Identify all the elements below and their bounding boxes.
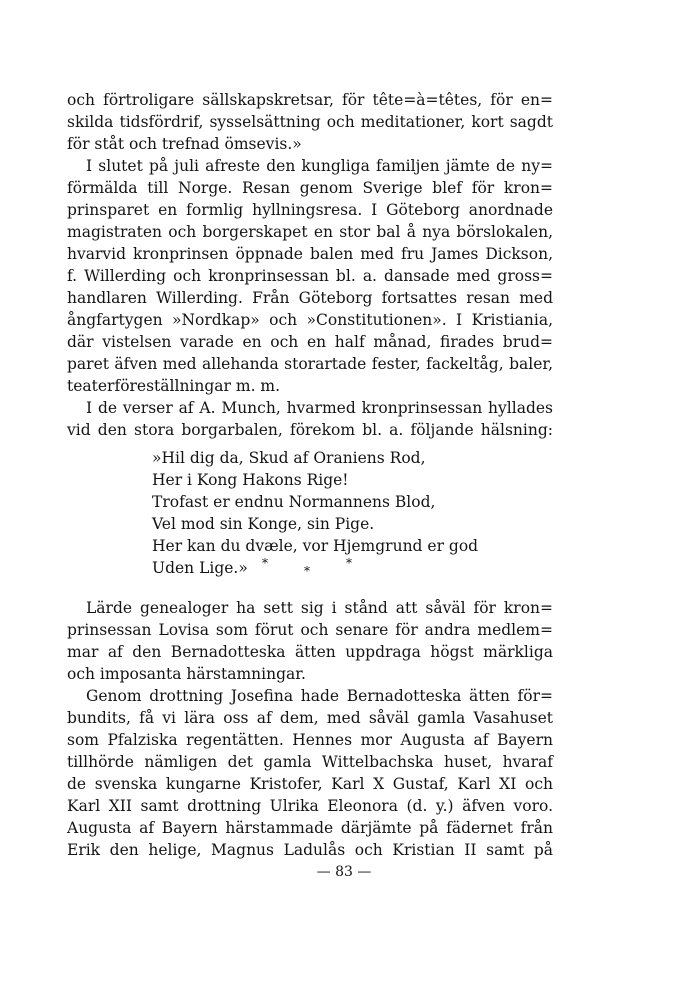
text-line: Erik den helige, Magnus Ladulås och Kristian II samt på bbox=[67, 841, 553, 859]
text-line: de svenska kungarne Kristofer, Karl X Gustaf, Karl XI och bbox=[67, 775, 553, 793]
text-line: Augusta af Bayern härstammade därjämte på fädernet från bbox=[67, 819, 553, 837]
text-line: mar af den Bernadotteska ätten uppdraga högst märkliga bbox=[67, 643, 553, 661]
text-line: prinsparet en formlig hyllningsresa. I Göteborg anordnade bbox=[67, 201, 553, 219]
text-line: I de verser af A. Munch, hvarmed kronprinsessan hyllades bbox=[86, 399, 553, 417]
poem-line: Her kan du dvæle, vor Hjemgrund er god bbox=[152, 537, 479, 555]
poem-line: Uden Lige.» bbox=[152, 559, 248, 577]
text-line: för ståt och trefnad ömsevis.» bbox=[67, 135, 302, 153]
text-line: paret äfven med allehanda storartade fester, fackeltåg, baler, bbox=[67, 355, 553, 373]
poem-line: Her i Kong Hakons Rige! bbox=[152, 471, 349, 489]
poem-line: »Hil dig da, Skud af Oraniens Rod, bbox=[152, 449, 426, 467]
text-line: förmälda till Norge. Resan genom Sverige blef för kron= bbox=[67, 179, 553, 197]
text-line: prinsessan Lovisa som förut och senare för andra medlem= bbox=[67, 621, 553, 639]
text-line: Karl XII samt drottning Ulrika Eleonora (d. y.) äfven voro. bbox=[67, 797, 553, 815]
text-line: bundits, få vi lära oss af dem, med såväl gamla Vasahuset bbox=[67, 709, 553, 727]
text-line: vid den stora borgarbalen, förekom bl. a. följande hälsning: bbox=[67, 421, 553, 439]
text-line: Genom drottning Josefina hade Bernadotteska ätten för= bbox=[86, 687, 553, 705]
text-line: hvarvid kronprinsen öppnade balen med fru James Dickson, bbox=[67, 245, 553, 263]
text-line: magistraten och borgerskapet en stor bal å nya börslokalen, bbox=[67, 223, 553, 241]
text-line: skilda tidsfördrif, sysselsättning och meditationer, kort sagdt bbox=[67, 113, 553, 131]
separator-asterisk: * bbox=[262, 556, 268, 570]
text-line: där vistelsen varade en och en half månad, firades brud= bbox=[67, 333, 553, 351]
text-line: f. Willerding och kronprinsessan bl. a. dansade med gross= bbox=[67, 267, 553, 285]
separator-asterisk: * bbox=[304, 564, 310, 578]
text-line: teaterföreställningar m. m. bbox=[67, 377, 281, 395]
text-line: och förtroligare sällskapskretsar, för tête=à=têtes, för en= bbox=[67, 91, 553, 109]
text-line: som Pfalziska regentätten. Hennes mor Augusta af Bayern bbox=[67, 731, 553, 749]
separator-asterisk: * bbox=[346, 556, 352, 570]
page-number: — 83 — bbox=[316, 864, 372, 880]
text-line: ångfartygen »Nordkap» och »Constitutionen». I Kristiania, bbox=[67, 311, 553, 329]
text-line: I slutet på juli afreste den kungliga familjen jämte de ny= bbox=[86, 157, 553, 175]
poem-line: Vel mod sin Konge, sin Pige. bbox=[152, 515, 375, 533]
text-line: och imposanta härstamningar. bbox=[67, 665, 306, 683]
poem-line: Trofast er endnu Normannens Blod, bbox=[152, 493, 436, 511]
text-line: tillhörde nämligen det gamla Wittelbachska huset, hvaraf bbox=[67, 753, 553, 771]
text-line: Lärde genealoger ha sett sig i stånd att såväl för kron= bbox=[86, 599, 553, 617]
text-line: handlaren Willerding. Från Göteborg fortsattes resan med bbox=[67, 289, 553, 307]
